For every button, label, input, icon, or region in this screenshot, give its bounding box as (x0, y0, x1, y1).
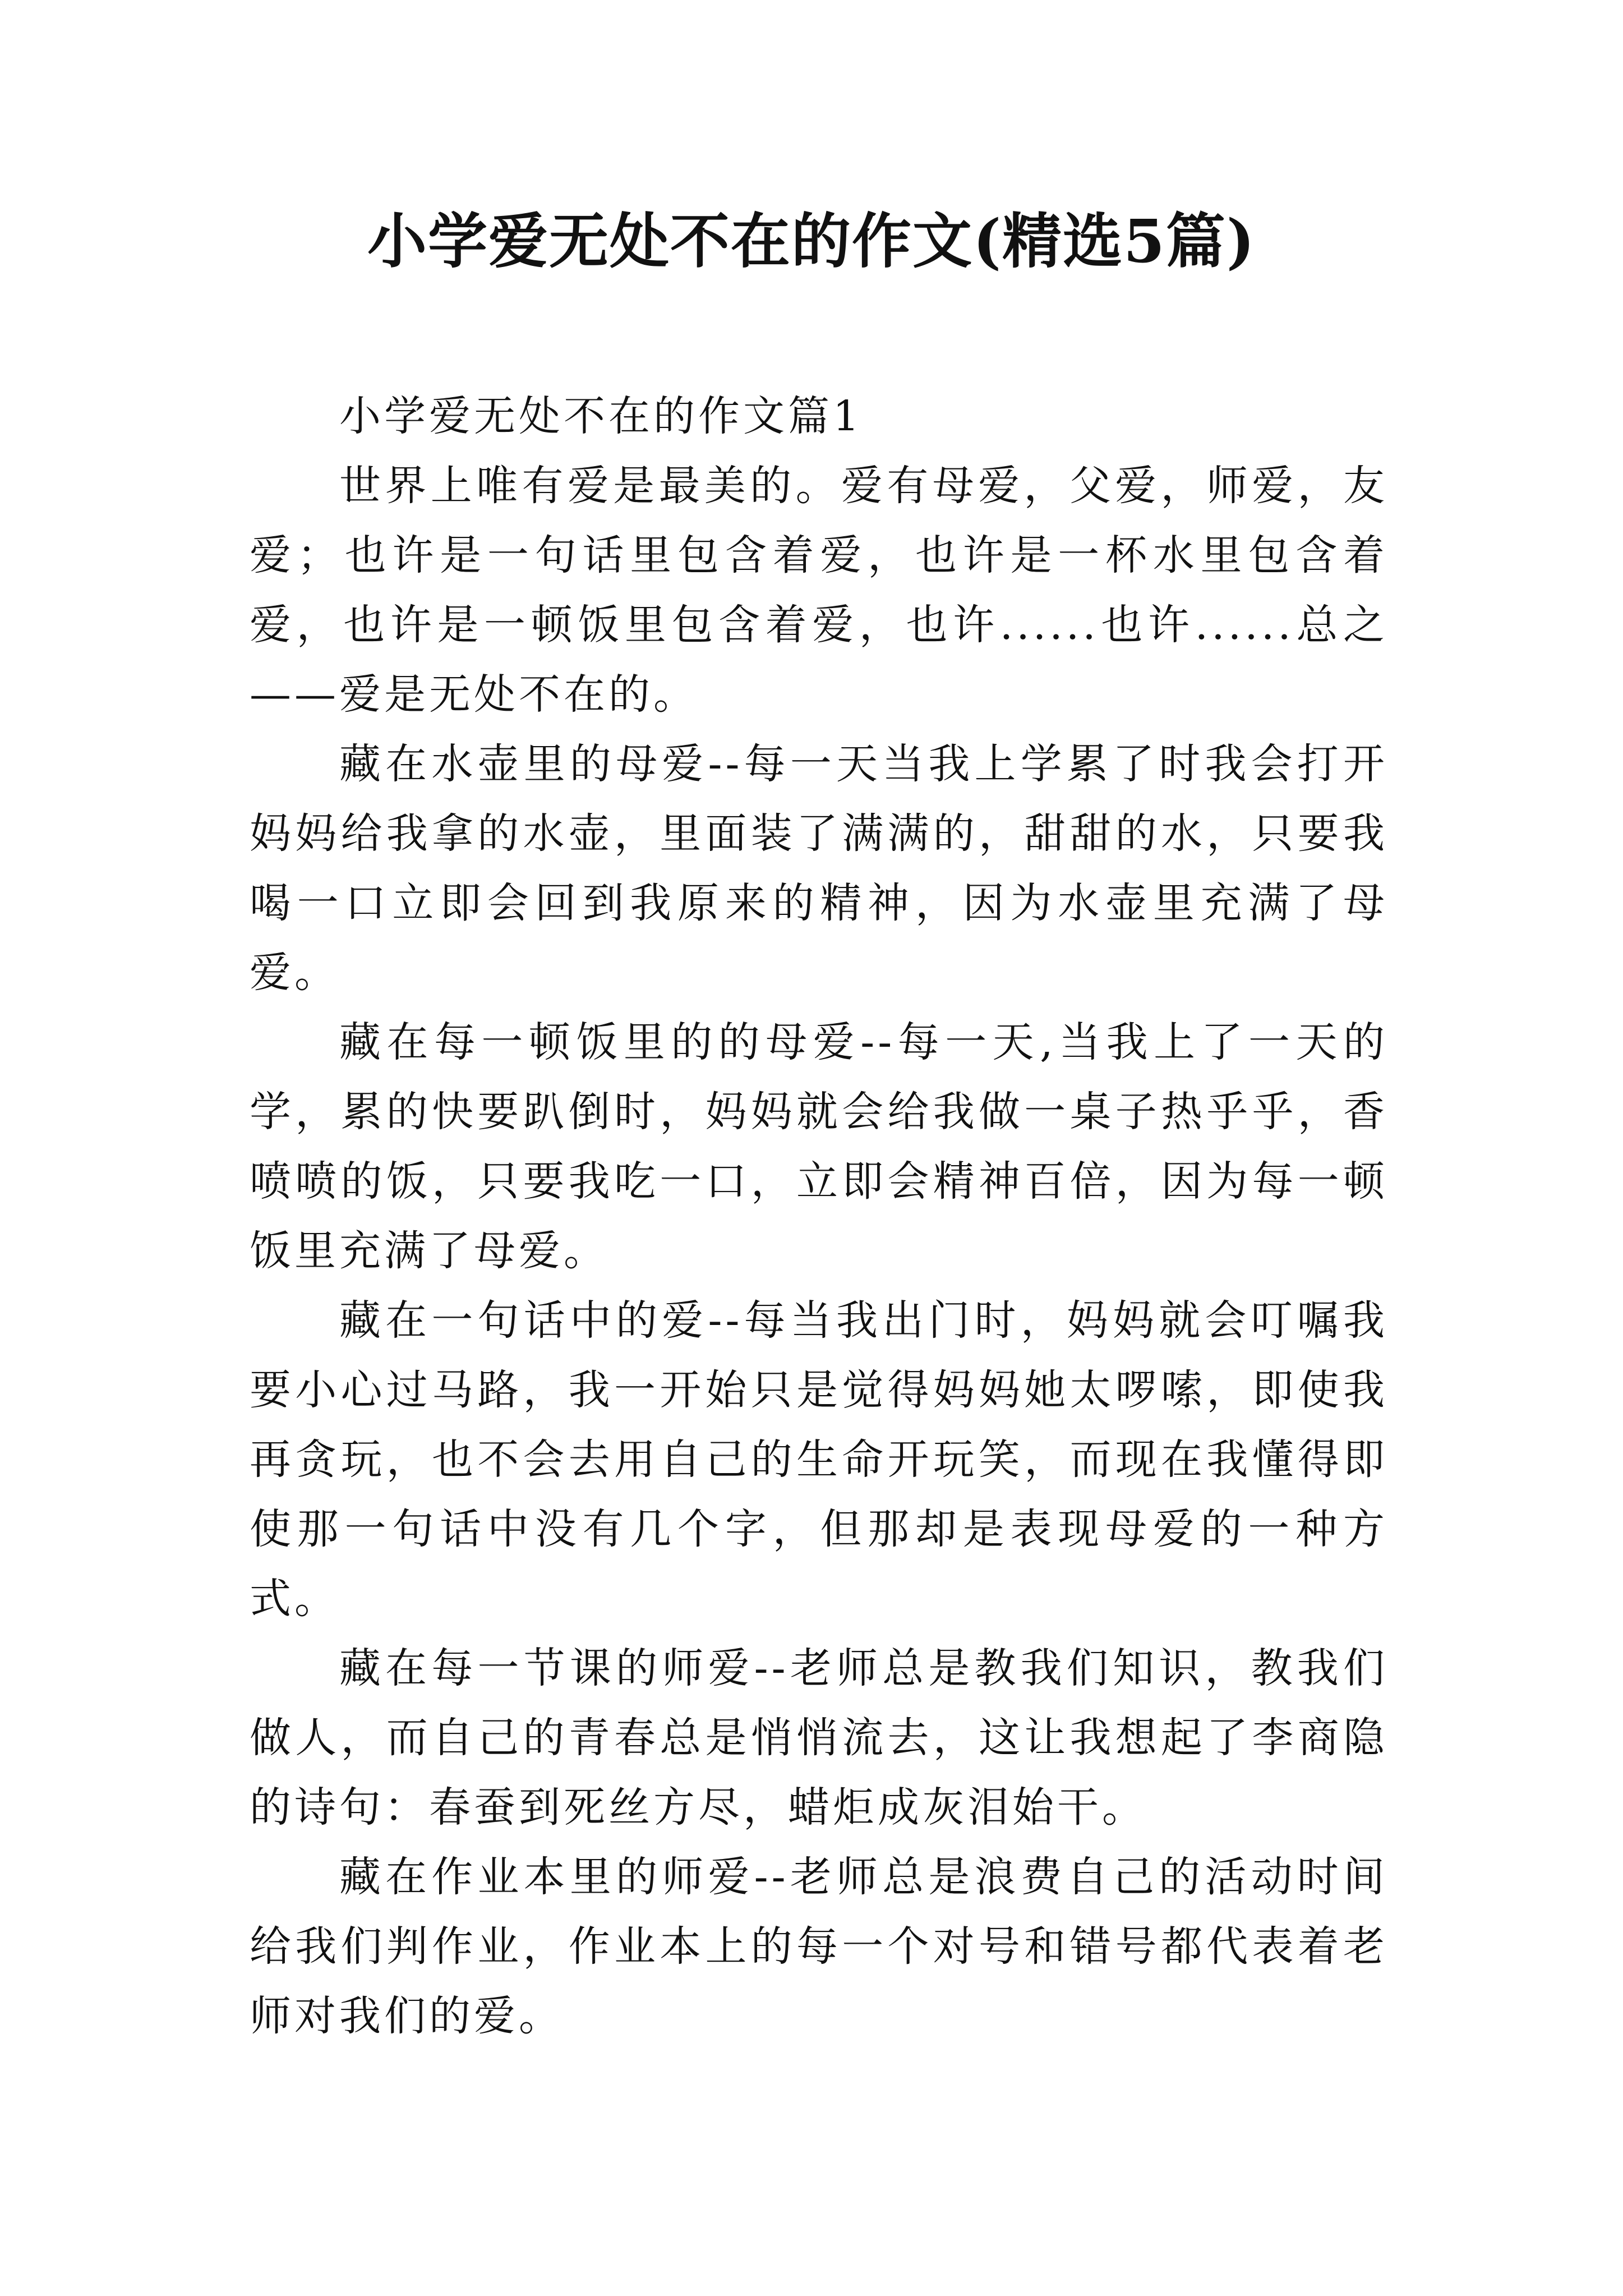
document-body (250, 381, 1388, 2051)
paragraph: 藏在一句话中的爱--每当我出门时，妈妈就会叮嘱我要小心过马路，我一开始只是觉得妈妈她太啰嗦，即使我再贪玩，也不会去用自己的生命开玩笑，而现在我懂得即使那一句话中没有几个字，但那却是表现母爱的一种方式。 (250, 1296, 1388, 1623)
paragraph: 世界上唯有爱是最美的。爱有母爱，父爱，师爱，友爱；也许是一句话里包含着爱，也许是一杯水里包含着爱，也许是一顿饭里包含着爱，也许......也许......总之——爱是无处不在的。 (250, 462, 1388, 719)
section-heading: 小学爱无处不在的作文篇1 (339, 392, 863, 440)
paragraph: 藏在作业本里的师爱--老师总是浪费自己的活动时间给我们判作业，作业本上的每一个对号和错号都代表着老师对我们的爱。 (250, 1853, 1388, 2040)
document-title: 小学爱无处不在的作文(精选5篇) (367, 206, 1256, 276)
paragraph: 藏在水壶里的母爱--每一天当我上学累了时我会打开妈妈给我拿的水壶，里面装了满满的，甜甜的水，只要我喝一口立即会回到我原来的精神，因为水壶里充满了母爱。 (250, 740, 1388, 997)
paragraph: 藏在每一节课的师爱--老师总是教我们知识，教我们做人，而自己的青春总是悄悄流去，这让我想起了李商隐的诗句：春蚕到死丝方尽，蜡炬成灰泪始干。 (250, 1644, 1388, 1832)
paragraph: 藏在每一顿饭里的的母爱--每一天,当我上了一天的学，累的快要趴倒时，妈妈就会给我做一桌子热乎乎，香喷喷的饭，只要我吃一口，立即会精神百倍，因为每一顿饭里充满了母爱。 (250, 1018, 1388, 1275)
